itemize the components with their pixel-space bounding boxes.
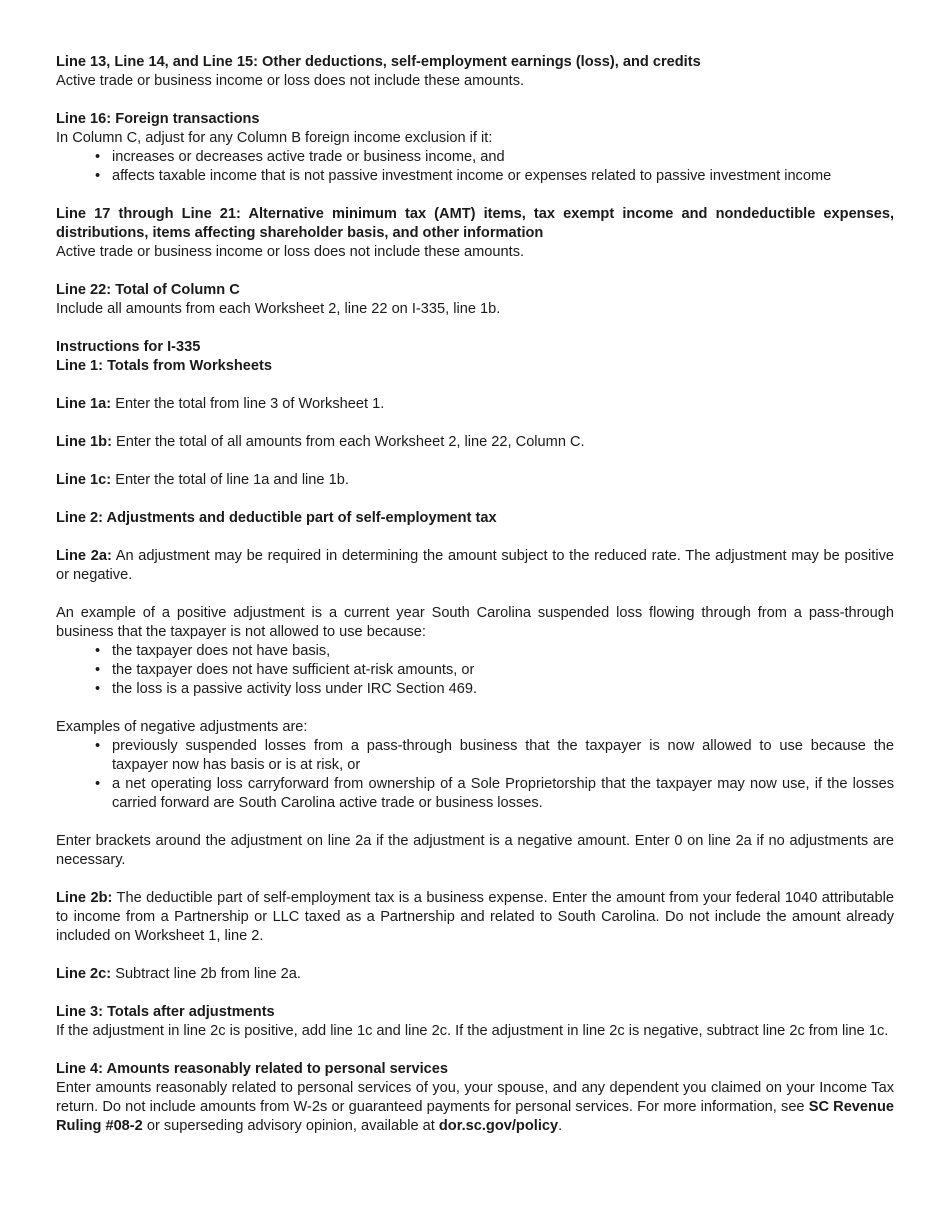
section-heading: Line 17 through Line 21: Alternative minimum tax (AMT) items, tax exempt income and nondeductible expenses, distributions, items affecting shareholder basis, and other information	[56, 206, 894, 241]
negative-adjustment-text: Examples of negative adjustments are:	[56, 719, 308, 735]
line-1b: Line 1b: Enter the total of all amounts from each Worksheet 2, line 22, Column C.	[56, 434, 585, 450]
line-2c: Line 2c: Subtract line 2b from line 2a.	[56, 966, 301, 982]
list-item: • the taxpayer does not have basis,	[95, 643, 331, 659]
policy-link[interactable]: dor.sc.gov/policy	[438, 1118, 559, 1134]
bullet-icon: •	[95, 738, 101, 754]
bullet-list	[56, 642, 894, 699]
section-body: Enter amounts reasonably related to personal services of you, your spouse, and any dependent you claimed on your Income Tax return. Do not include amounts from W-2s or guaranteed payments for personal services. For more information, see SC Revenue Ruling #08-2 or superseding advisory opinion, available at dor.sc.gov/policy.	[56, 1080, 894, 1134]
section-heading: Line 2: Adjustments and deductible part of self-employment tax	[56, 510, 497, 526]
section-body: In Column C, adjust for any Column B foreign income exclusion if it:	[56, 130, 493, 146]
list-item: • the taxpayer does not have sufficient at-risk amounts, or	[95, 662, 475, 678]
line-1a: Line 1a: Enter the total from line 3 of Worksheet 1.	[56, 396, 385, 412]
bullet-icon: •	[95, 168, 101, 184]
brackets-text: Enter brackets around the adjustment on line 2a if the adjustment is a negative amount. Enter 0 on line 2a if no adjustments are necessary.	[56, 833, 894, 868]
section-heading: Line 22: Total of Column C	[56, 282, 240, 298]
section-body: Active trade or business income or loss does not include these amounts.	[56, 73, 525, 89]
section-heading: Line 16: Foreign transactions	[56, 111, 260, 127]
page-title: Instructions for I-335	[56, 339, 201, 355]
bullet-icon: •	[95, 643, 101, 659]
bullet-icon: •	[95, 662, 101, 678]
bullet-icon: •	[95, 776, 101, 792]
line-2b: Line 2b: The deductible part of self-employment tax is a business expense. Enter the amount from your federal 1040 attributable to income from a Partnership or LLC taxed as a Partnership and related to South Carolina. Do not include the amount already included on Worksheet 1, line 2.	[56, 890, 894, 944]
line-2a: Line 2a: An adjustment may be required in determining the amount subject to the reduced rate. The adjustment may be positive or negative.	[56, 548, 894, 583]
bullet-list	[56, 148, 894, 186]
instructions-page	[56, 53, 894, 1136]
section-body: Include all amounts from each Worksheet 2, line 22 on I-335, line 1b.	[56, 301, 501, 317]
list-item: • affects taxable income that is not passive investment income or expenses related to passive investment income	[95, 168, 832, 184]
list-item: • previously suspended losses from a pass-through business that the taxpayer is now allowed to use because the taxpayer now has basis or is at risk, or	[95, 738, 894, 773]
bullet-icon: •	[95, 681, 101, 697]
section-heading: Line 3: Totals after adjustments	[56, 1004, 275, 1020]
list-item: • the loss is a passive activity loss under IRC Section 469.	[95, 681, 478, 697]
bullet-list	[56, 737, 894, 813]
positive-adjustment-text: An example of a positive adjustment is a current year South Carolina suspended loss flowing through from a pass-through business that the taxpayer is not allowed to use because:	[56, 605, 894, 640]
section-body: If the adjustment in line 2c is positive, add line 1c and line 2c. If the adjustment in line 2c is negative, subtract line 2c from line 1c.	[56, 1023, 889, 1039]
section-heading: Line 4: Amounts reasonably related to personal services	[56, 1061, 449, 1077]
bullet-icon: •	[95, 149, 101, 165]
list-item: • a net operating loss carryforward from ownership of a Sole Proprietorship that the taxpayer may now use, if the losses carried forward are South Carolina active trade or business losses.	[95, 776, 894, 811]
section-heading: Line 13, Line 14, and Line 15: Other deductions, self-employment earnings (loss), and credits	[56, 54, 701, 70]
line-1c: Line 1c: Enter the total of line 1a and line 1b.	[56, 472, 349, 488]
list-item: • increases or decreases active trade or business income, and	[95, 149, 505, 165]
revenue-ruling-reference: SC Revenue Ruling #08-2	[56, 1099, 894, 1134]
section-body: Active trade or business income or loss does not include these amounts.	[56, 244, 525, 260]
section-heading: Line 1: Totals from Worksheets	[56, 358, 272, 374]
